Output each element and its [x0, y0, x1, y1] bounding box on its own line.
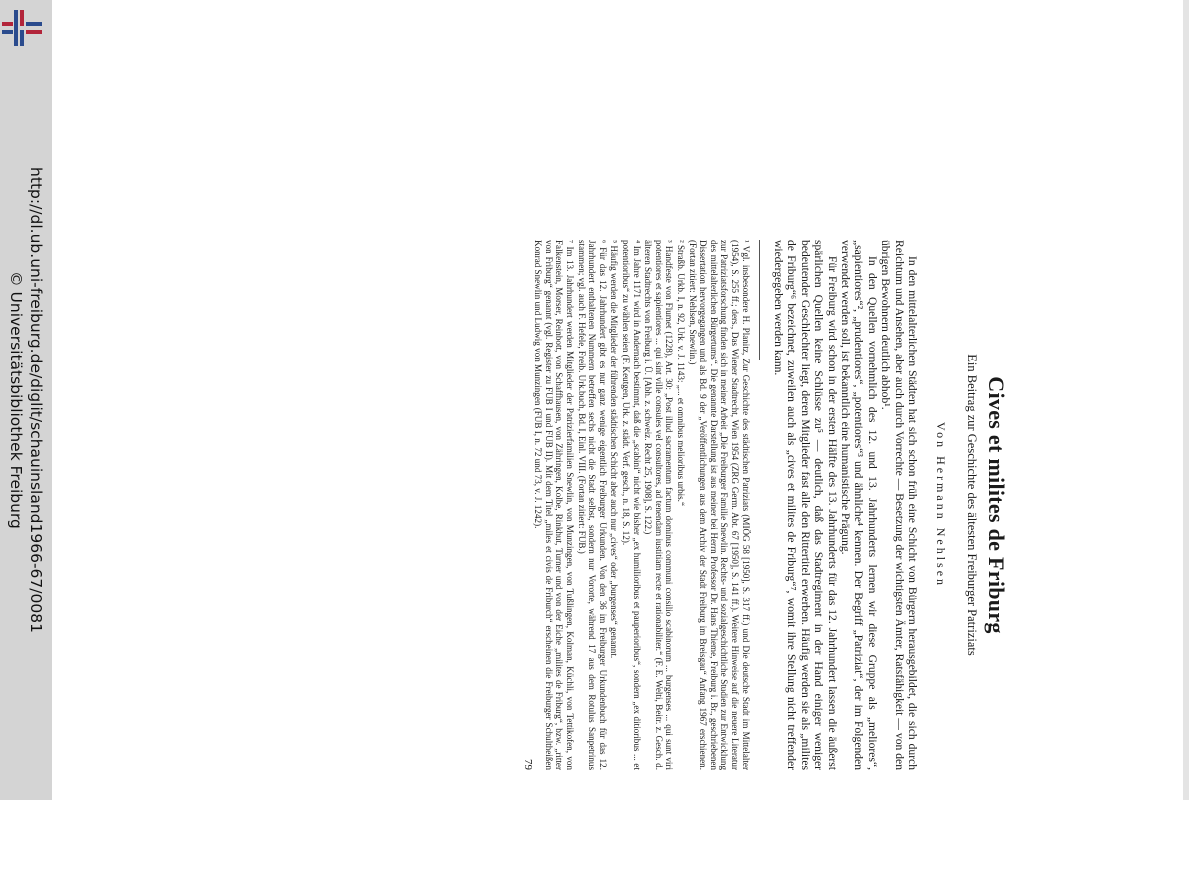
source-url-link[interactable]: http://dl.ub.uni-freiburg.de/diglit/schauinsland1966-67/0081 [27, 167, 45, 633]
copyright-notice: © Universitätsbibliothek Freiburg [7, 271, 25, 529]
article-body [772, 240, 919, 770]
article-author: Von Hermann Nehlsen [934, 421, 948, 589]
footnote: ¹ Vgl. insbesondere H. Planitz, Zur Geschichte des städtischen Patriziats (MIÖG 58 [1950], S. 317 ff.) und Die deutsche Stadt im Mittelalter (1954), S. 255 ff.; ders., Das Wiener Stadtrecht, Wien 1954 (ZRG Germ. Abt. 67 [1950], S. 141 ff.). Weitere Hinweise auf die neuere Literatur zur Patriziatsforschung finden sich in meiner Arbeit „Die Freiburger Familie Snewlin. Rechts- und sozialgeschichtliche Studien zur Entwicklung des mittelalterlichen Bürgertums“. Die genannte Darstellung ist aus meiner bei Herrn Professor Dr. Hans Thieme, Freiburg i. Br., geschriebenen Dissertation hervorgegangen und als Bd. 9 der „Veröffentlichungen aus dem Archiv der Stadt Freiburg im Breisgau“ Anfang 1967 erschienen. (Fortan zitiert: Nehlsen, Snewlin.) [687, 240, 751, 770]
source-info [6, 0, 46, 800]
rotated-book-page [479, 240, 1009, 870]
footnote: ³ Handfeste von Flumet (1228), Art. 30: „Post illud sacramentum factum dominus communi consilio scabinorum ... burgenses ... qui sunt viri potentiores et sapientiores ... qui sint ville consules vel consultores, ad tenendam iustitiam recte et rationabiliter.“ (F. E. Welti, Beitr. z. Gesch. d. älteren Stadtrechts von Freiburg i. Ü. [Abh. z. schweiz. Recht 25, 1908], S. 122.) [643, 240, 675, 770]
footnote: ⁷ Im 13. Jahrhundert werden Mitglieder der Patrizierfamilien Snewlin, von Munzingen, von Tußlingen, Kolman, Küchli, von Tettikofen, von Falkenstein, Morser, Reinbott, von Schaffhausen, von Zähringen, Kolbe, Rinkhut, Turner und von der Eiche „milites de Friburg“, bzw. „ritter von Friburg“ genannt (vgl. Register zu FUB I und FUB II). Mit dem Titel „miles et civis de Friburch“ erscheinen die Freiburger Schultheißen Konrad Snewlin und Ludwig von Munzingen (FUB I, n. 72 und 73, v. J. 1242). [533, 240, 576, 770]
article-title: Cives et milites de Friburg [984, 376, 1009, 634]
page-number: 79 [521, 759, 534, 770]
scanned-page-area [52, 0, 1183, 800]
footnote: ⁵ Häufig werden die Mitglieder der führenden städtischen Schicht aber auch nur „cives“ oder „burgenses“ genannt. [609, 240, 620, 659]
scrollbar-track[interactable] [1183, 0, 1189, 800]
footnote: ⁶ Für das 12. Jahrhundert gibt es nur ganz wenige eigentlich Freiburger Urkunden. Von den 36 im Freiburger Urkundenbuch für das 12. Jahrhundert enthaltenen Nummern betreffen sechs nicht die Stadt selbst, sondern nur Vororte, während 17 aus dem Rotulus Sanpetrinus stammen; vgl. auch F. Hefele, Freib. Urk.buch, Bd. I, Einl. VIII. (Fortan zitiert: FUB.) [576, 240, 608, 770]
body-paragraph: In den Quellen vornehmlich des 12. und 13. Jahrhunderts lernen wir diese Gruppe als „meliores“, „sapientiores“², „prudentiores“, „potentiores“³ und ähnliche⁴ kennen. Der Begriff „Patriziat“, der im Folgenden verwendet werden soll, ist bekanntlich eine humanistische Prägung. [838, 240, 879, 770]
footnote: ⁴ Im Jahre 1171 wird in Andernach bestimmt, daß die „scabini“ nicht wie bisher „ex humilioribus et pauperioribus“, sondern „ex ditioribus ... et potentioribus“ zu wählen seien (F. Keutgen, Urk. z. städt. Verf. gesch., n. 18, S. 12). [621, 240, 642, 770]
footnote: ² Straßb. Urkb. I, n. 92, Urk. v. J. 1143: „... et omnibus melioribus urbis.“ [675, 240, 686, 506]
footnotes [533, 240, 751, 770]
page-content [521, 240, 1009, 770]
article-subtitle: Ein Beitrag zur Geschichte des ältesten Freiburger Patriziats [965, 354, 979, 656]
footnote-divider [759, 240, 760, 360]
body-paragraph: Für Freiburg wird schon in der ersten Hälfte des 13. Jahrhunderts für das 12. Jahrhundert lassen die äußerst spärlichen Quellen keine Schlüsse zu⁵ — deutlich, daß das Stadtregiment in der Hand einiger weniger bedeutender Geschlechter liegt, deren Mitglieder fast alle den Rittertitel erwerben. Häufig werden sie als „milites de Friburg“⁶ bezeichnet, zuweilen auch als „cives et milites de Friburg“⁷, womit ihre Stellung nicht treffender wiedergegeben werden kann. [771, 240, 839, 770]
body-paragraph: In den mittelalterlichen Städten hat sich schon früh eine Schicht von Bürgern herausgebildet, die sich durch Reichtum und Ansehen, aber auch durch Vorrechte — Besetzung der wichtigsten Ämter, Ratsfähigkeit — von den übrigen Bewohnern deutlich abhob¹. [879, 240, 919, 770]
viewer-sidebar [0, 0, 52, 800]
